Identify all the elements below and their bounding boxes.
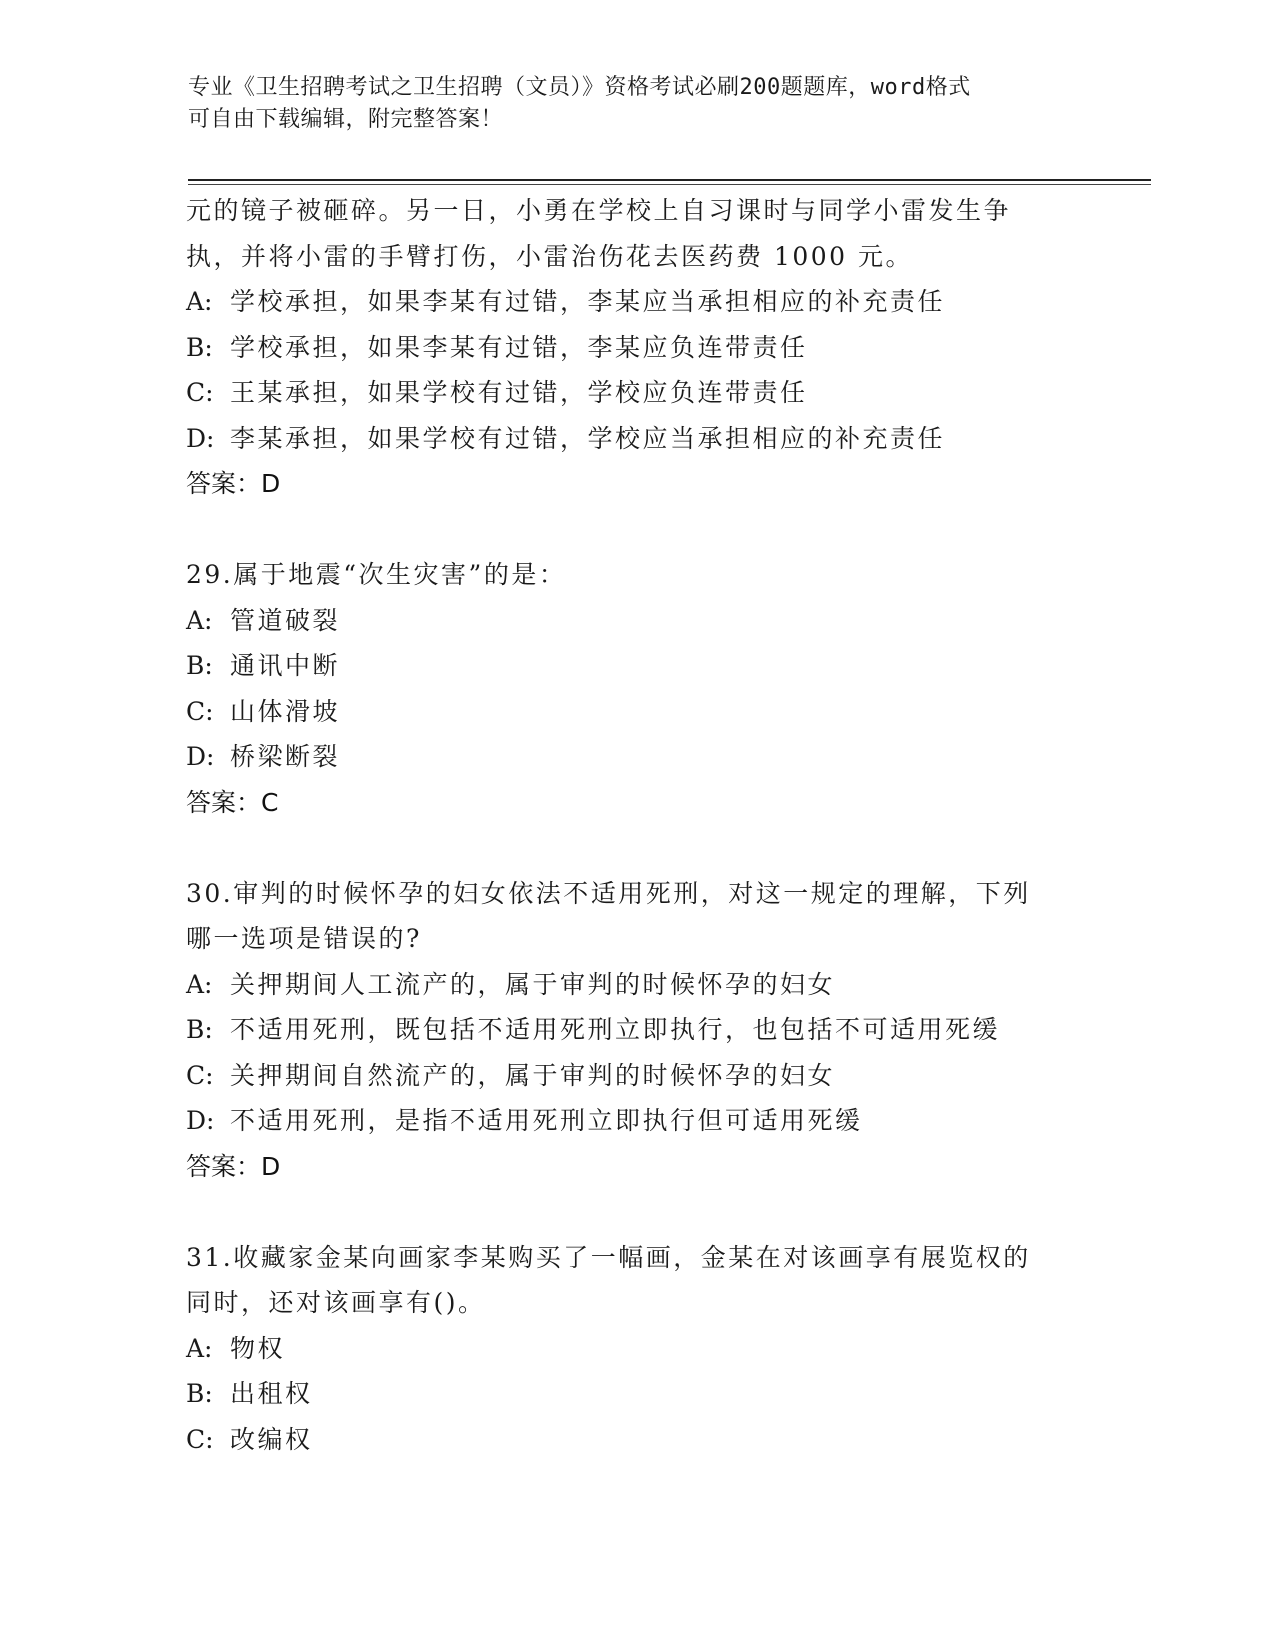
option-text: 学校承担，如果李某有过错，李某应负连带责任 [230, 332, 808, 362]
question-text-line: 31.收藏家金某向画家李某购买了一幅画，金某在对该画享有展览权的 [186, 1242, 1031, 1272]
option-b [186, 1371, 1086, 1417]
option-text: 通讯中断 [230, 651, 341, 680]
question-28 [186, 188, 1086, 507]
question-text-line: 30.审判的时候怀孕的妇女依法不适用死刑，对这一规定的理解，下列 [186, 878, 1031, 908]
option-text: 桥梁断裂 [230, 742, 341, 771]
spacer [186, 1189, 1086, 1235]
option-text: 山体滑坡 [230, 696, 341, 726]
question-30 [186, 871, 1086, 1190]
option-c [186, 1053, 1086, 1099]
option-text: 关押期间人工流产的，属于审判的时候怀孕的妇女 [230, 969, 836, 999]
option-b [186, 325, 1086, 371]
option-text: 不适用死刑，既包括不适用死刑立即执行，也包括不可适用死缓 [230, 1015, 1001, 1044]
header-divider-thick [188, 179, 1151, 181]
option-text: 学校承担，如果李某有过错，李某应当承担相应的补充责任 [230, 287, 946, 316]
option-c [186, 1417, 1086, 1463]
option-letter: B: [186, 1015, 213, 1044]
question-text-line: 执，并将小雷的手臂打伤，小雷治伤花去医药费 1000 元。 [186, 241, 914, 271]
spacer [186, 507, 1086, 553]
question-31 [186, 1235, 1086, 1463]
option-letter: B: [186, 332, 213, 362]
option-text: 王某承担，如果学校有过错，学校应负连带责任 [230, 378, 808, 407]
option-letter: C: [186, 696, 214, 726]
option-letter: C: [186, 378, 214, 407]
option-letter: D: [186, 1106, 215, 1135]
header-divider-thin [188, 184, 1151, 185]
option-b [186, 643, 1086, 689]
option-a [186, 1326, 1086, 1372]
option-letter: A: [186, 1333, 213, 1363]
option-text: 改编权 [230, 1424, 313, 1454]
option-text: 出租权 [230, 1379, 313, 1408]
option-text: 物权 [230, 1333, 286, 1363]
answer-label: 答案：C [186, 787, 279, 817]
option-text: 管道破裂 [230, 605, 341, 635]
option-text: 李某承担，如果学校有过错，学校应当承担相应的补充责任 [230, 423, 946, 453]
question-29 [186, 552, 1086, 825]
option-a [186, 598, 1086, 644]
option-letter: A: [186, 969, 213, 999]
question-text-line: 哪一选项是错误的? [186, 924, 422, 953]
option-letter: D: [186, 423, 215, 453]
option-d [186, 416, 1086, 462]
option-letter: C: [186, 1424, 214, 1454]
question-text-line: 元的镜子被砸碎。另一日，小勇在学校上自习课时与同学小雷发生争 [186, 196, 1012, 225]
option-letter: C: [186, 1060, 214, 1090]
option-letter: D: [186, 742, 215, 771]
answer-label: 答案：D [186, 1151, 281, 1181]
question-text-line: 29.属于地震“次生灾害”的是： [186, 560, 567, 589]
option-a [186, 279, 1086, 325]
option-d [186, 734, 1086, 780]
option-c [186, 370, 1086, 416]
question-text-line: 同时，还对该画享有()。 [186, 1288, 486, 1317]
option-letter: A: [186, 605, 213, 635]
option-text: 关押期间自然流产的，属于审判的时候怀孕的妇女 [230, 1060, 836, 1090]
option-c [186, 689, 1086, 735]
document-header [188, 72, 1088, 136]
spacer [186, 825, 1086, 871]
option-a [186, 962, 1086, 1008]
option-letter: B: [186, 651, 213, 680]
header-title-line-1: 专业《卫生招聘考试之卫生招聘（文员）》资格考试必刷200题题库，word格式 [188, 75, 971, 100]
option-letter: B: [186, 1379, 213, 1408]
option-letter: A: [186, 287, 213, 316]
option-d [186, 1098, 1086, 1144]
option-b [186, 1007, 1086, 1053]
option-text: 不适用死刑，是指不适用死刑立即执行但可适用死缓 [230, 1106, 863, 1135]
header-title-line-2: 可自由下载编辑，附完整答案！ [188, 107, 504, 132]
question-list [186, 188, 1086, 1462]
answer-label: 答案：D [186, 469, 281, 498]
